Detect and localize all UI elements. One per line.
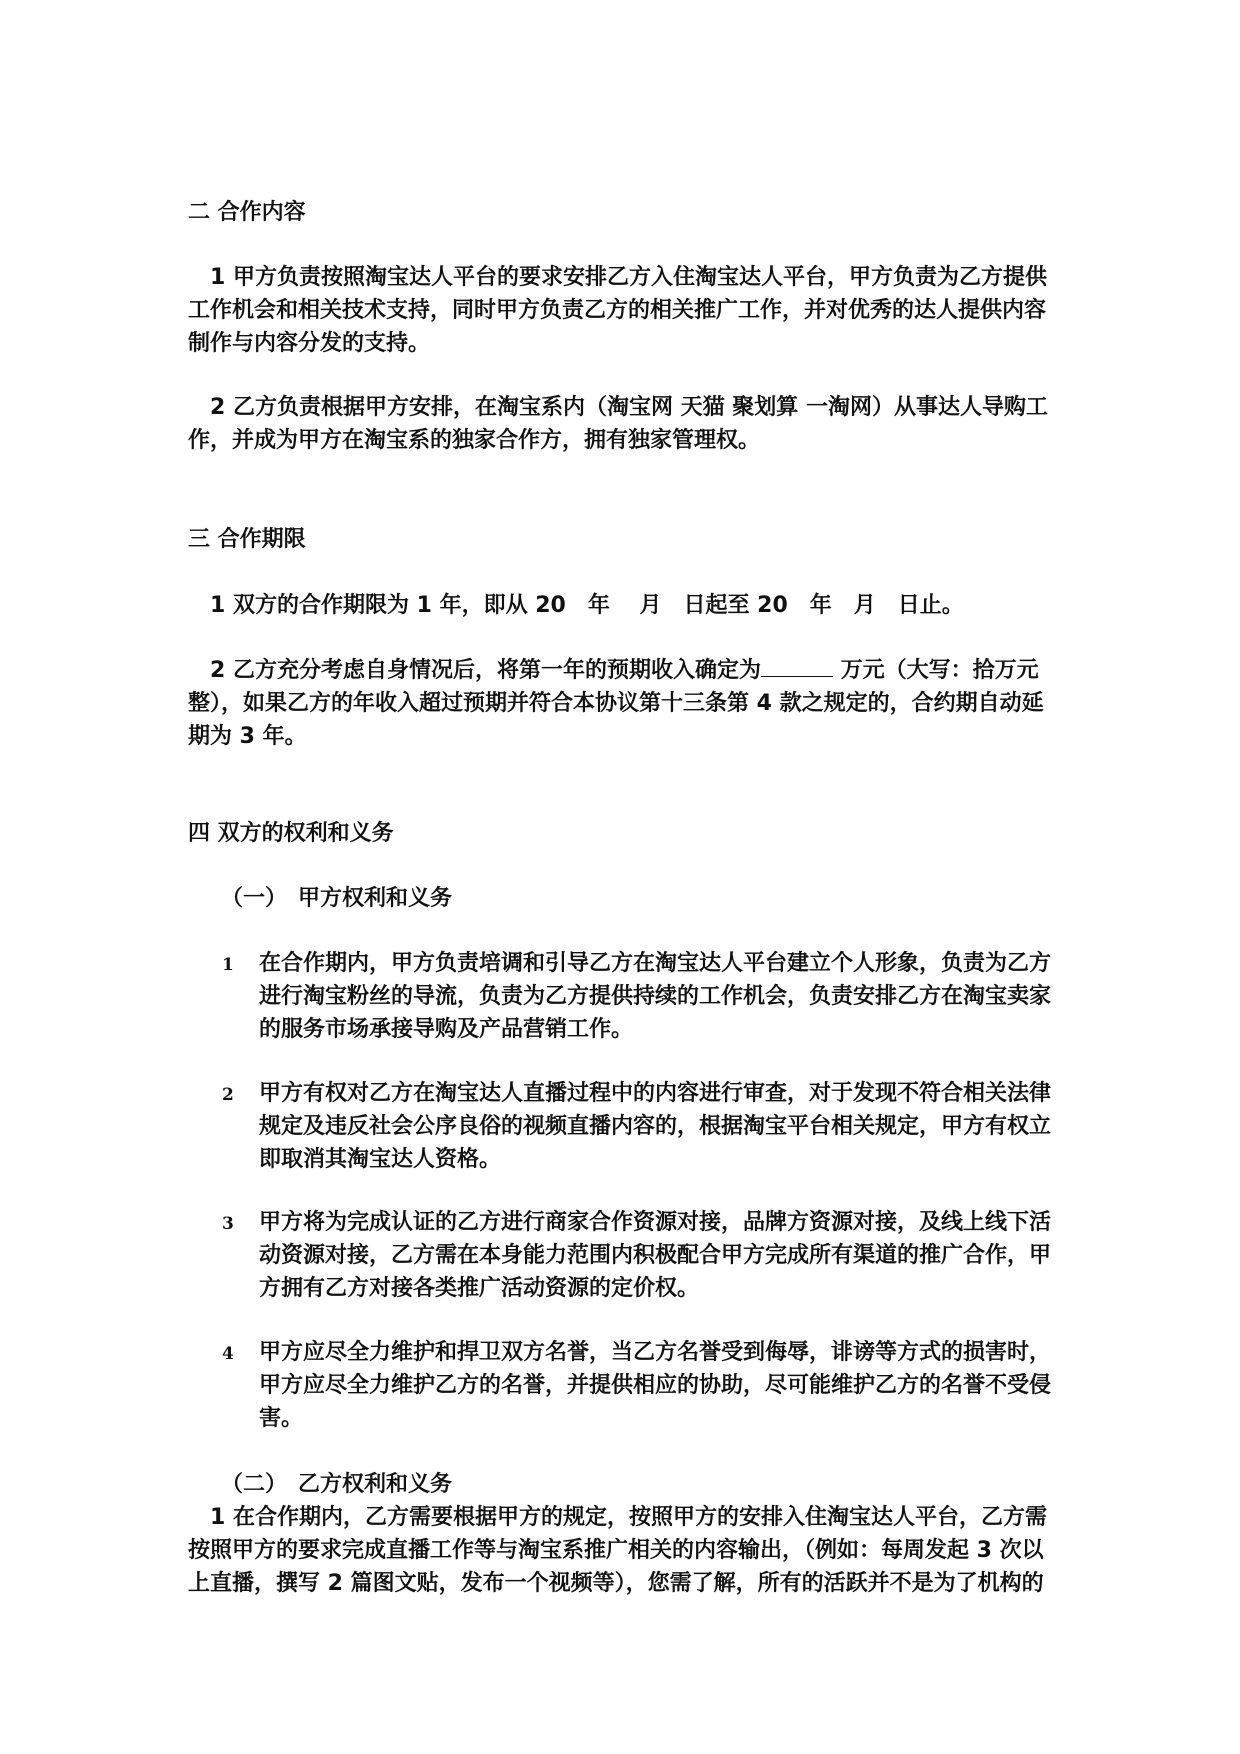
- list-item-number: 1: [222, 955, 234, 975]
- list-item-text: 甲方应尽全力维护和捍卫双方名誉，当乙方名誉受到侮辱，诽谤等方式的损害时，甲方应尽全力维护乙方的名誉，并提供相应的协助，尽可能维护乙方的名誉不受侵害。: [259, 1340, 1052, 1431]
- list-item: [188, 1206, 1056, 1305]
- list-item: [188, 947, 1056, 1046]
- list-item-text: 甲方将为完成认证的乙方进行商家合作资源对接，品牌方资源对接，及线上线下活动资源对接，乙方需在本身能力范围内积极配合甲方完成所有渠道的推广合作，甲方拥有乙方对接各类推广活动资源的定价权。: [259, 1210, 1052, 1301]
- party-b-subheading: （二） 乙方权利和义务: [221, 1472, 453, 1497]
- section-2-heading: 二 合作内容: [188, 200, 306, 225]
- list-item-number: 2: [222, 1085, 234, 1105]
- list-item: [188, 1077, 1056, 1176]
- list-item-text: 甲方有权对乙方在淘宝达人直播过程中的内容进行审查，对于发现不符合相关法律规定及违反社会公序良俗的视频直播内容的，根据淘宝平台相关规定，甲方有权立即取消其淘宝达人资格。: [259, 1081, 1052, 1172]
- section-3-paragraph-1: 1 双方的合作期限为 1 年，即从 20 年 月 日起至 20 年 月 日止。: [188, 593, 964, 618]
- party-b-paragraph-1: 1 在合作期内，乙方需要根据甲方的规定，按照甲方的安排入住淘宝达人平台，乙方需按照甲方的要求完成直播工作等与淘宝系推广相关的内容输出，（例如：每周发起 3 次以上直播，撰写 2 篇图文贴，发布一个视频等），您需了解，所有的活跃并不是为了机构的: [188, 1505, 1047, 1596]
- section-3-heading: 三 合作期限: [188, 527, 306, 552]
- list-item-number: 4: [222, 1344, 234, 1364]
- list-item-text: 在合作期内，甲方负责培调和引导乙方在淘宝达人平台建立个人形象，负责为乙方进行淘宝粉丝的导流，负责为乙方提供持续的工作机会，负责安排乙方在淘宝卖家的服务市场承接导购及产品营销工作。: [259, 951, 1052, 1042]
- section-2-paragraph-1: 1 甲方负责按照淘宝达人平台的要求安排乙方入住淘宝达人平台，甲方负责为乙方提供工作机会和相关技术支持，同时甲方负责乙方的相关推广工作，并对优秀的达人提供内容制作与内容分发的支持。: [188, 265, 1047, 356]
- list-item-number: 3: [222, 1214, 234, 1234]
- paragraph-text-before-blank: 2 乙方充分考虑自身情况后，将第一年的预期收入确定为: [188, 658, 761, 683]
- party-a-subheading: （一） 甲方权利和义务: [221, 886, 453, 911]
- income-blank-field: [761, 654, 833, 677]
- paragraph-text-after-blank: 万元（大写：拾万元整），如果乙方的年收入超过预期并符合本协议第十三条第 4 款之规定的，合约期自动延期为 3 年。: [188, 658, 1044, 749]
- section-3-paragraph-2: [188, 654, 1056, 753]
- section-4-heading: 四 双方的权利和义务: [188, 821, 394, 846]
- list-item: [188, 1336, 1056, 1435]
- section-2-paragraph-2: 2 乙方负责根据甲方安排，在淘宝系内（淘宝网 天猫 聚划算 一淘网）从事达人导购工作，并成为甲方在淘宝系的独家合作方，拥有独家管理权。: [188, 395, 1048, 453]
